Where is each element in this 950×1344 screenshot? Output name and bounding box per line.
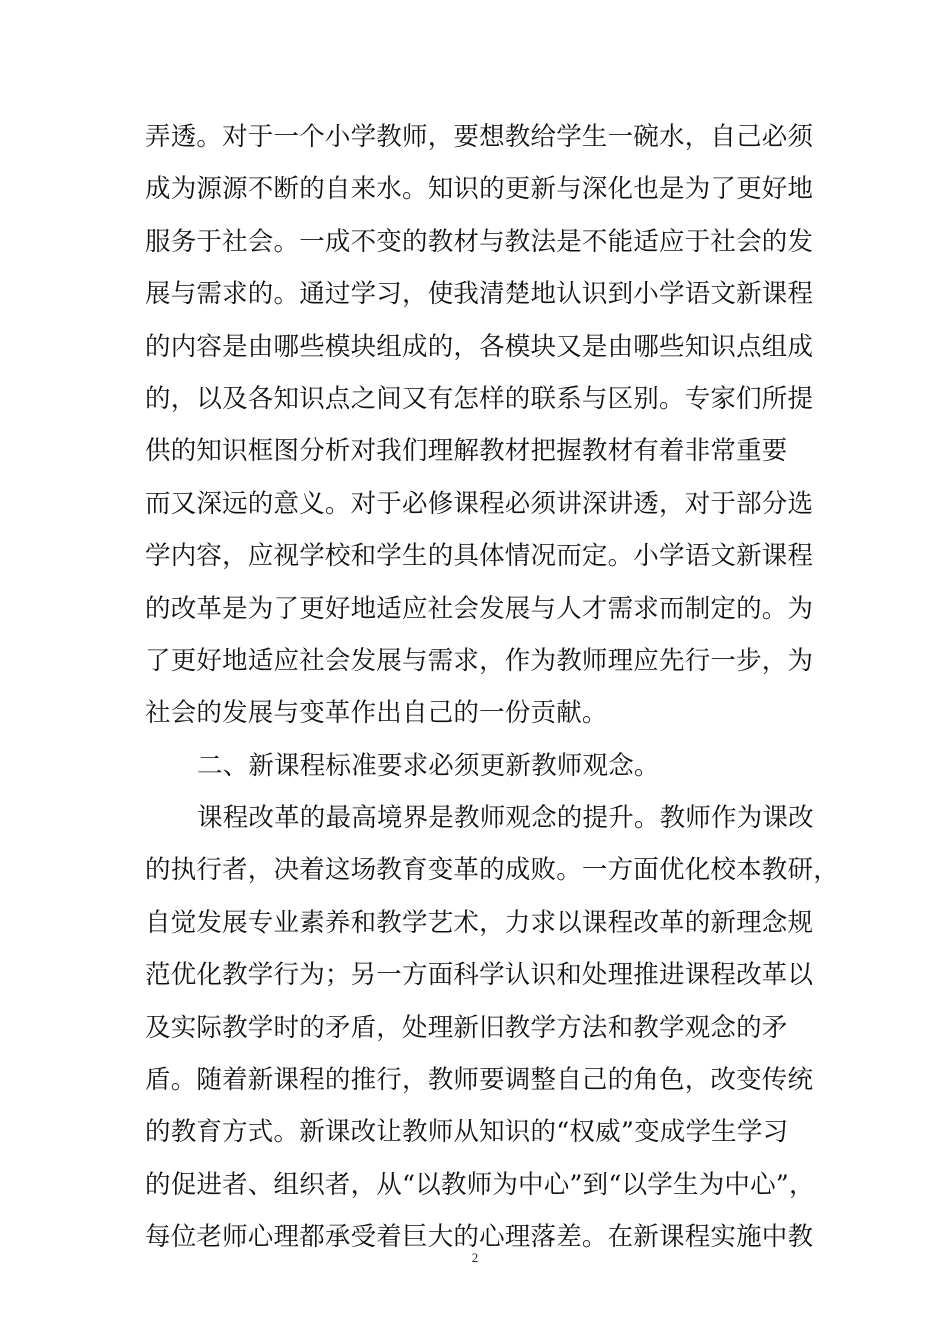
text-line: 社会的发展与变革作出自己的一份贡献。 <box>145 698 608 729</box>
text-line: 供的知识框图分析对我们理解教材把握教材有着非常重要 <box>145 436 788 467</box>
page-number: 2 <box>471 1250 479 1265</box>
text-line: 自觉发展专业素养和教学艺术，力求以课程改革的新理念规 <box>145 907 814 938</box>
text-line: 的，以及各知识点之间又有怎样的联系与区别。专家们所提 <box>145 383 814 414</box>
text-line: 的改革是为了更好地适应社会发展与人才需求而制定的。为 <box>145 593 814 624</box>
text-line: 成为源源不断的自来水。知识的更新与深化也是为了更好地 <box>145 174 814 205</box>
text-line: 弄透。对于一个小学教师，要想教给学生一碗水，自己必须 <box>145 122 814 152</box>
text-line: 及实际教学时的矛盾，处理新旧教学方法和教学观念的矛 <box>145 1012 788 1043</box>
text-line: 的教育方式。新课改让教师从知识的“权威”变成学生学习 <box>145 1117 789 1148</box>
text-line: 而又深远的意义。对于必修课程必须讲深讲透，对于部分选 <box>145 488 814 519</box>
text-line: 学内容，应视学校和学生的具体情况而定。小学语文新课程 <box>145 541 814 572</box>
text-line: 服务于社会。一成不变的教材与教法是不能适应于社会的发 <box>145 226 814 257</box>
text-line: 的内容是由哪些模块组成的，各模块又是由哪些知识点组成 <box>145 331 814 362</box>
text-line: 每位老师心理都承受着巨大的心理落差。在新课程实施中教 <box>145 1222 814 1253</box>
paragraph-first-line: 课程改革的最高境界是教师观念的提升。教师作为课改 <box>197 803 814 834</box>
text-line: 的促进者、组织者，从“以教师为中心”到“以学生为中心”， <box>145 1169 815 1200</box>
text-line: 了更好地适应社会发展与需求，作为教师理应先行一步，为 <box>145 645 814 676</box>
text-line: 盾。随着新课程的推行，教师要调整自己的角色，改变传统 <box>145 1065 814 1096</box>
text-line: 展与需求的。通过学习，使我清楚地认识到小学语文新课程 <box>145 279 814 310</box>
body-text <box>145 111 839 1264</box>
text-line: 的执行者，决着这场教育变革的成败。一方面优化校本教研， <box>145 855 839 886</box>
section-heading: 二、新课程标准要求必须更新教师观念。 <box>197 750 660 781</box>
text-line: 范优化教学行为；另一方面科学认识和处理推进课程改革以 <box>145 960 814 991</box>
